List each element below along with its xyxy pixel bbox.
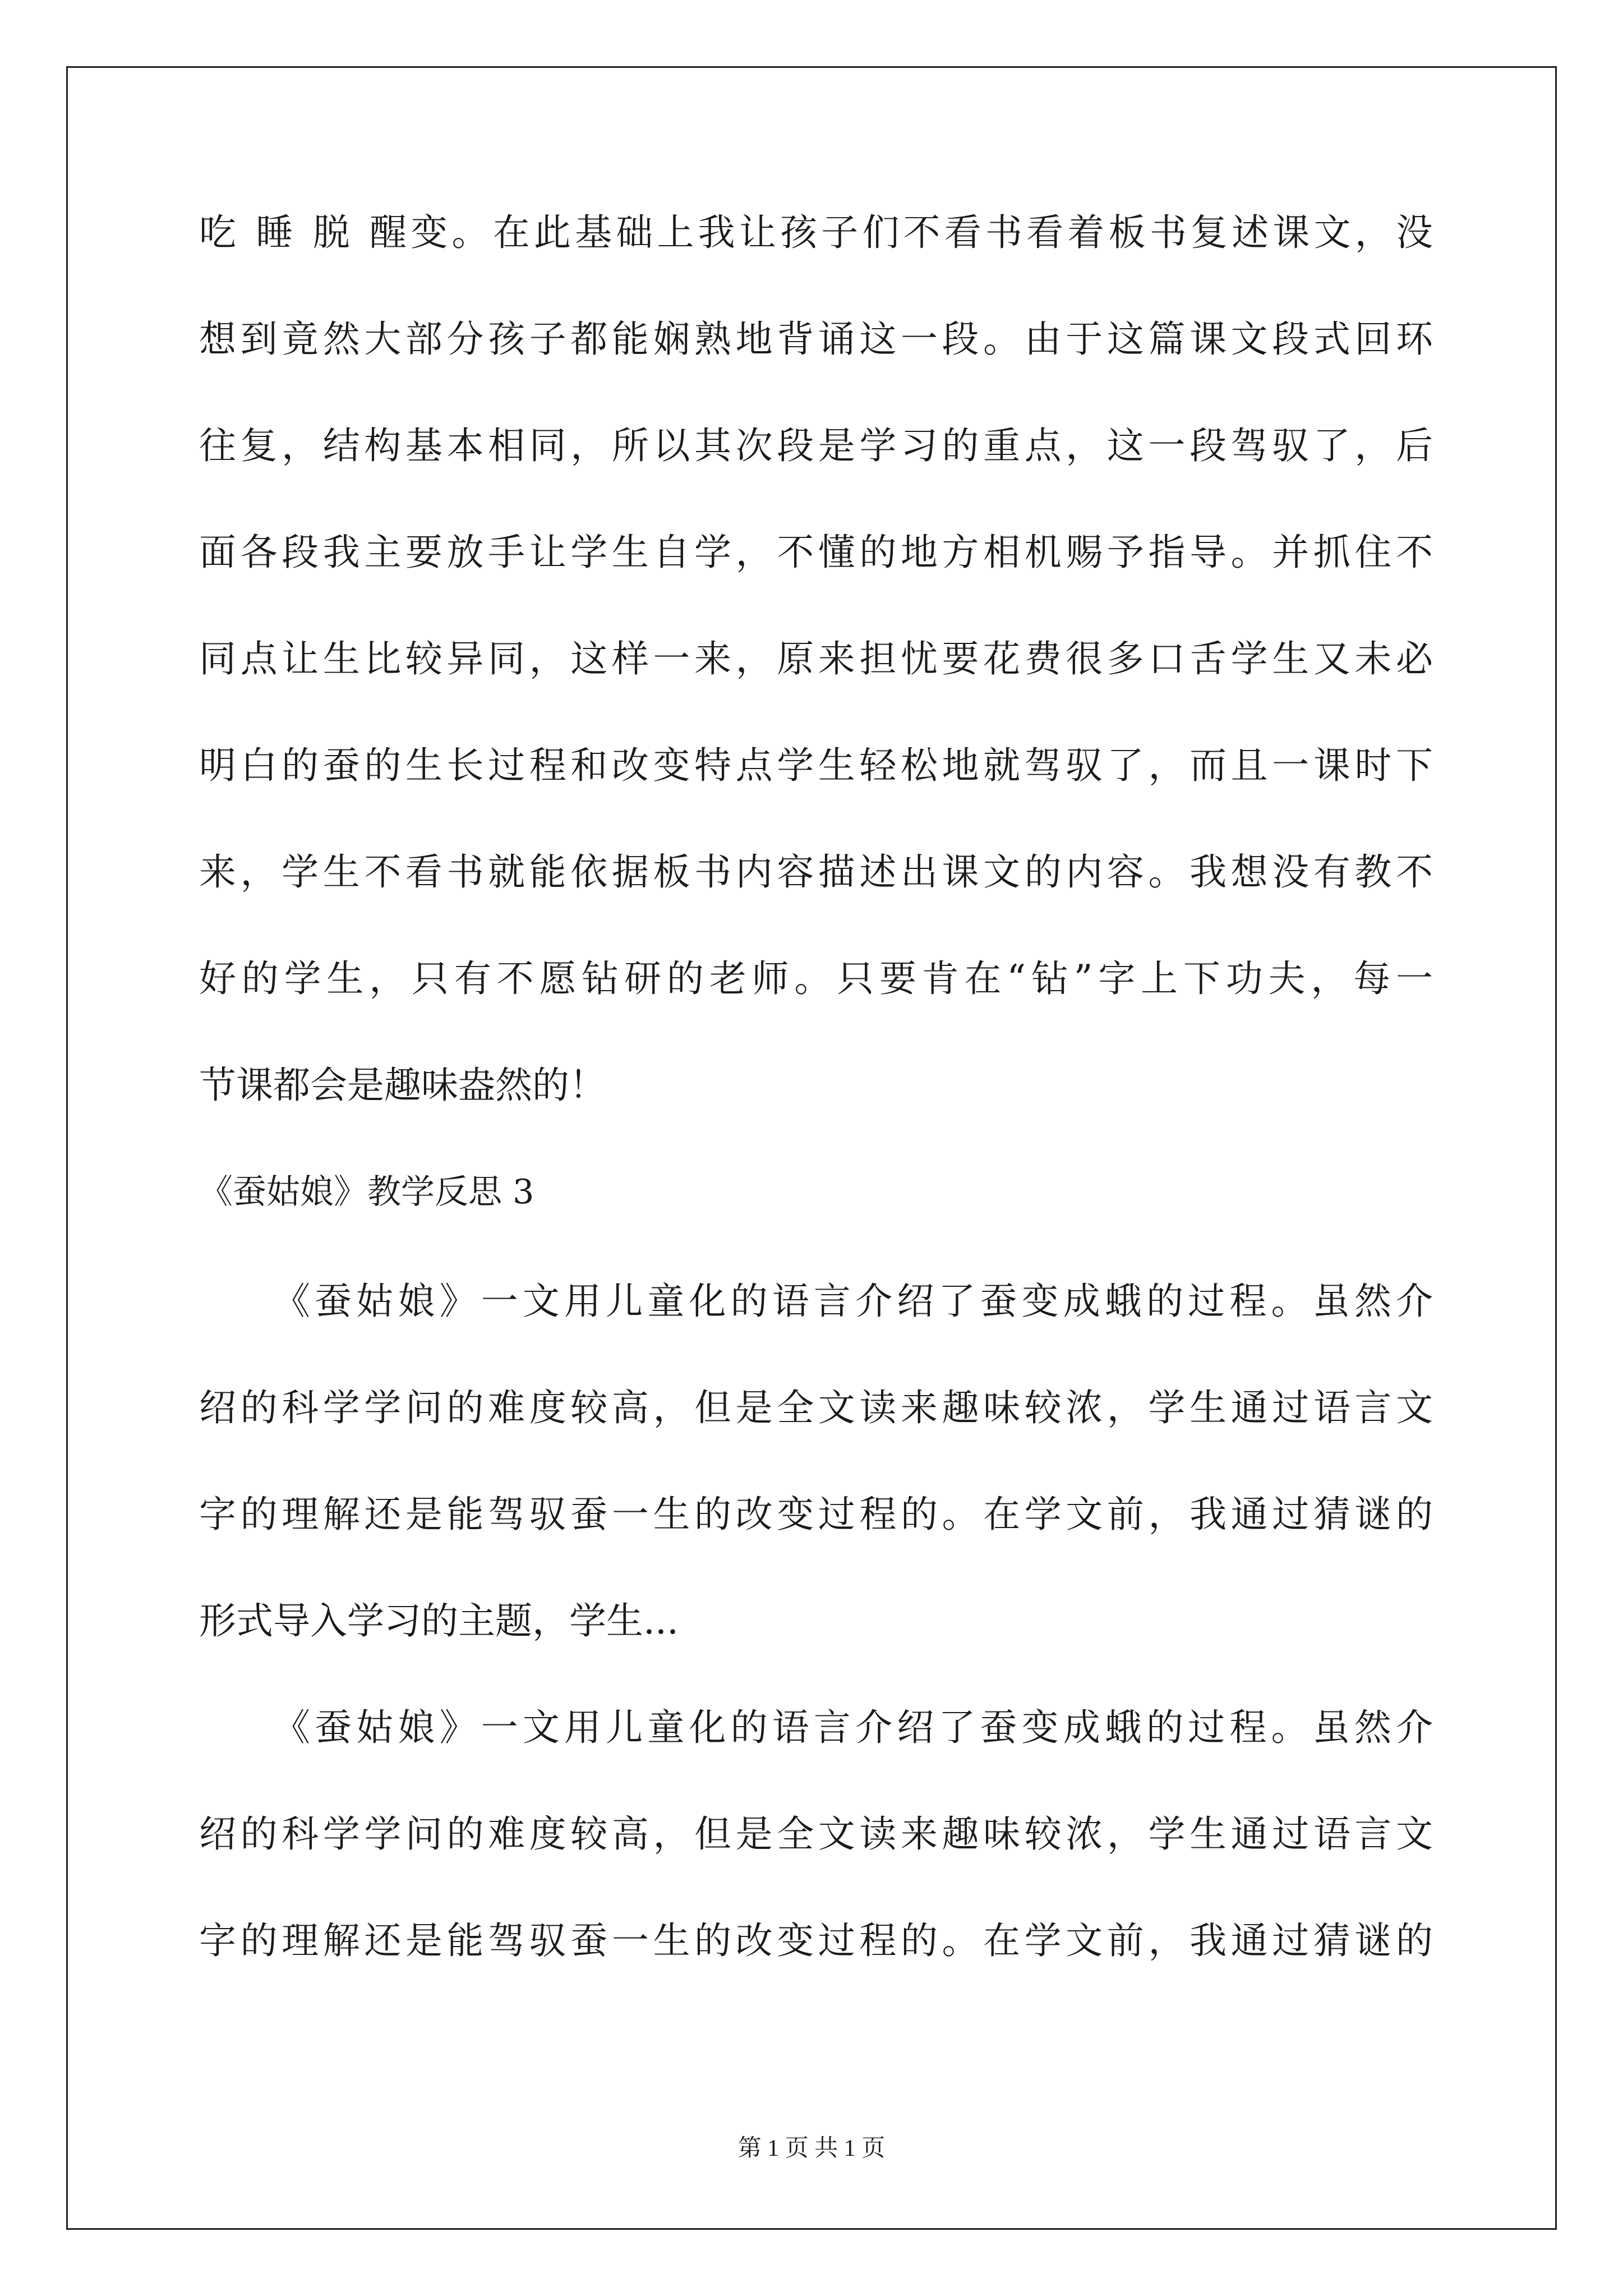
text-line: 绍的科学学问的难度较高，但是全文读来趣味较浓，学生通过语言文 (199, 1812, 1433, 1856)
text-line: 同点让生比较异同，这样一来，原来担忧要花费很多口舌学生又未必 (199, 637, 1433, 680)
text-line: 想到竟然大部分孩子都能娴熟地背诵这一段。由于这篇课文段式回环 (199, 318, 1433, 361)
text-line: 面各段我主要放手让学生自学，不懂的地方相机赐予指导。并抓住不 (199, 531, 1433, 574)
text-line: 形式导入学习的主题，学生... (199, 1599, 679, 1642)
text-line: 往复，结构基本相同，所以其次段是学习的重点，这一段驾驭了，后 (199, 424, 1433, 467)
page-footer: 第 1 页 共 1 页 (737, 2136, 886, 2161)
text-line: 吃 睡 脱 醒变。在此基础上我让孩子们不看书看着板书复述课文，没 (199, 211, 1433, 254)
text-line: 节课都会是趣味盎然的！ (199, 1064, 606, 1107)
section-heading: 《蚕姑娘》教学反思 3 (199, 1172, 534, 1212)
text-line: 《蚕姑娘》一文用儿童化的语言介绍了蚕变成蛾的过程。虽然介 (273, 1706, 1433, 1749)
text-line: 明白的蚕的生长过程和改变特点学生轻松地就驾驭了，而且一课时下 (199, 744, 1433, 787)
text-line: 来，学生不看书就能依据板书内容描述出课文的内容。我想没有教不 (199, 850, 1433, 894)
text-line: 《蚕姑娘》一文用儿童化的语言介绍了蚕变成蛾的过程。虽然介 (273, 1280, 1433, 1323)
text-line: 绍的科学学问的难度较高，但是全文读来趣味较浓，学生通过语言文 (199, 1386, 1433, 1429)
text-line: 好的学生，只有不愿钻研的老师。只要肯在“钻”字上下功夫，每一 (199, 957, 1433, 1000)
page-frame (66, 66, 1557, 2230)
text-line: 字的理解还是能驾驭蚕一生的改变过程的。在学文前，我通过猜谜的 (199, 1919, 1433, 1962)
text-line: 字的理解还是能驾驭蚕一生的改变过程的。在学文前，我通过猜谜的 (199, 1493, 1433, 1536)
